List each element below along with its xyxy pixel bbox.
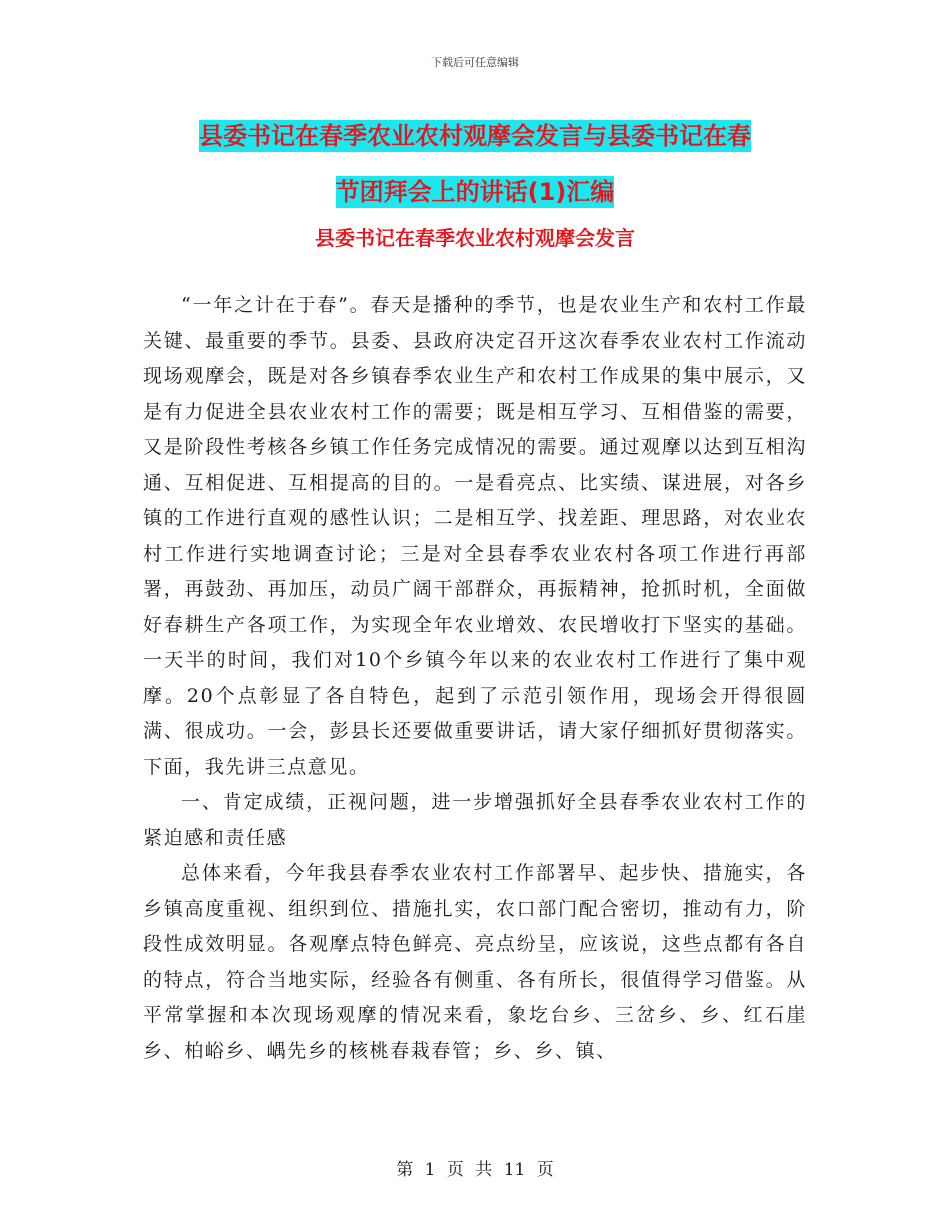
document-title <box>120 108 830 220</box>
paragraph-1: “一年之计在于春”。春天是播种的季节，也是农业生产和农村工作最关键、最重要的季节。县委、县政府决定召开这次春季农业农村工作流动现场观摩会，既是对各乡镇春季农业生产和农村工作成果的集中展示，又是有力促进全县农业农村工作的需要；既是相互学习、互相借鉴的需要，又是阶段性考核各乡镇工作任务完成情况的需要。通过观摩以达到互相沟通、互相促进、互相提高的目的。一是看亮点、比实绩、谋进展，对各乡镇的工作进行直观的感性认识；二是相互学、找差距、理思路，对农业农村工作进行实地调查讨论；三是对全县春季农业农村各项工作进行再部署，再鼓劲、再加压，动员广阔干部群众，再振精神，抢抓时机，全面做好春耕生产各项工作，为实现全年农业增效、农民增收打下坚实的基础。一天半的时间，我们对10个乡镇今年以来的农业农村工作进行了集中观摩。20个点彰显了各自特色，起到了示范引领作用，现场会开得很圆满、很成功。一会，彭县长还要做重要讲话，请大家仔细抓好贯彻落实。下面，我先讲三点意见。 <box>143 294 807 778</box>
page-footer: 第 1 页 共 11 页 <box>396 1160 554 1180</box>
body-text <box>143 288 807 1069</box>
document-title-line-1: 县委书记在春季农业农村观摩会发言与县委书记在春 <box>199 122 751 150</box>
header-note: 下载后可任意编辑 <box>431 56 519 69</box>
paragraph-2: 一、肯定成绩，正视问题，进一步增强抓好全县春季农业农村工作的紧迫感和责任感 <box>143 791 807 849</box>
document-title-line-2: 节团拜会上的讲话(1)汇编 <box>335 178 615 206</box>
section-title: 县委书记在春季农业农村观摩会发言 <box>315 226 635 250</box>
paragraph-3: 总体来看，今年我县春季农业农村工作部署早、起步快、措施实，各乡镇高度重视、组织到位、措施扎实，农口部门配合密切，推动有力，阶段性成效明显。各观摩点特色鲜亮、亮点纷呈，应该说，这些点都有各自的特点，符合当地实际，经验各有侧重、各有所长，很值得学习借鉴。从平常掌握和本次现场观摩的情况来看，象圪台乡、三岔乡、乡、红石崖乡、柏峪乡、嵎先乡的核桃春栽春管；乡、乡、镇、 <box>143 862 807 1062</box>
